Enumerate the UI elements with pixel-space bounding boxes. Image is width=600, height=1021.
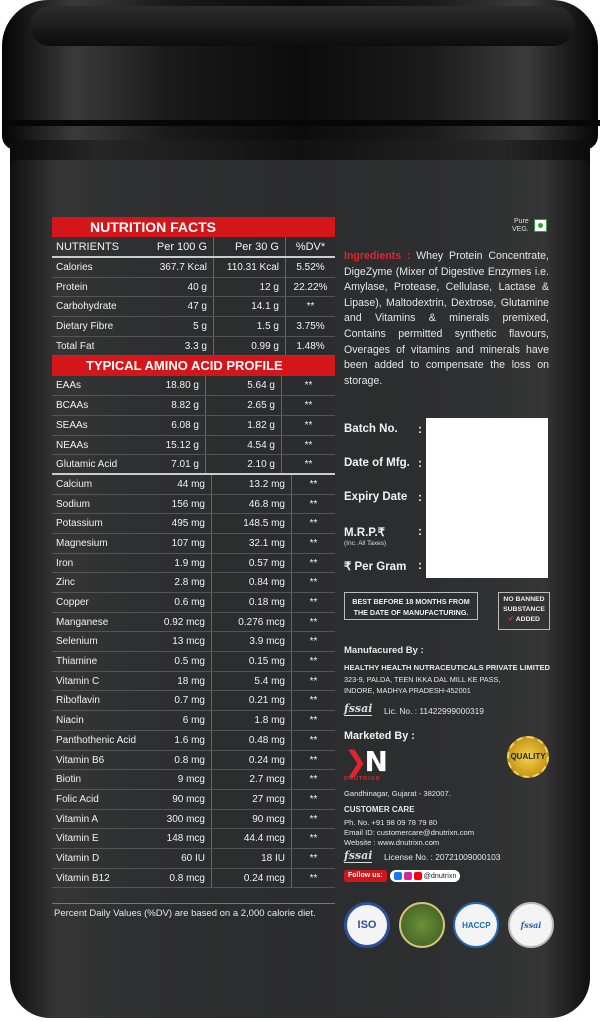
mineral-row-cell: 44 mg bbox=[160, 475, 212, 494]
fssai-logo-2: fssai bbox=[344, 849, 373, 862]
youtube-icon bbox=[414, 872, 422, 880]
expiry-colon: : bbox=[418, 490, 422, 504]
mineral-row-cell: 495 mg bbox=[160, 514, 212, 533]
mineral-row bbox=[52, 790, 335, 810]
mineral-row-cell: 3.9 mcg bbox=[212, 632, 292, 651]
mineral-row-cell: ** bbox=[309, 852, 318, 864]
mineral-row-cell: ** bbox=[309, 754, 318, 766]
mineral-row-cell: Selenium bbox=[56, 636, 98, 648]
amino-title: TYPICAL AMINO ACID PROFILE bbox=[52, 356, 335, 376]
mineral-row-cell: 0.6 mg bbox=[160, 593, 212, 612]
no-banned-box bbox=[498, 592, 550, 630]
mineral-row-cell: 6 mg bbox=[160, 711, 212, 730]
mineral-row bbox=[52, 534, 335, 554]
mineral-row-cell: Thiamine bbox=[56, 656, 98, 668]
mineral-row-cell: 0.15 mg bbox=[212, 652, 292, 671]
customer-care-phone: Ph. No. +91 98 09 78 79 80 bbox=[344, 817, 438, 827]
mineral-row-cell: ** bbox=[309, 734, 318, 746]
mineral-row-cell: 1.9 mg bbox=[160, 554, 212, 573]
mrp-note: (Inc. All Taxes) bbox=[344, 540, 387, 547]
nutrient-row-cell: Total Fat bbox=[56, 340, 95, 352]
mineral-row-cell: 1.8 mg bbox=[212, 711, 292, 730]
no-banned-added: ADDED bbox=[515, 616, 540, 623]
mineral-row-cell: Vitamin E bbox=[56, 833, 99, 845]
mineral-row-cell: 0.24 mg bbox=[212, 751, 292, 770]
amino-row-cell: 18.80 g bbox=[140, 376, 206, 395]
mineral-row-cell: ** bbox=[309, 636, 318, 648]
mineral-row-cell: Vitamin B6 bbox=[56, 754, 105, 766]
nutrient-row bbox=[52, 297, 335, 317]
mineral-row-cell: 27 mcg bbox=[212, 790, 292, 809]
amino-row-cell: 2.10 g bbox=[206, 455, 282, 473]
mineral-rows bbox=[52, 475, 335, 888]
mineral-row bbox=[52, 770, 335, 790]
mineral-row bbox=[52, 475, 335, 495]
mineral-row-cell: ** bbox=[309, 577, 318, 589]
nutrient-row-cell: 3.75% bbox=[296, 321, 325, 333]
social-handle-pill[interactable] bbox=[390, 870, 461, 882]
mineral-row-cell: 90 mcg bbox=[212, 810, 292, 829]
mineral-row-cell: 0.48 mg bbox=[212, 731, 292, 750]
facebook-icon bbox=[394, 872, 402, 880]
mineral-row-cell: 0.8 mcg bbox=[160, 869, 212, 888]
mineral-row-cell: 300 mcg bbox=[160, 810, 212, 829]
mrp-label bbox=[344, 525, 386, 547]
mineral-row-cell: ** bbox=[309, 872, 318, 884]
amino-row-cell: ** bbox=[304, 459, 313, 471]
mineral-row-cell: 0.24 mcg bbox=[212, 869, 292, 888]
mineral-row-cell: ** bbox=[309, 557, 318, 569]
per-gram-label: ₹ Per Gram bbox=[344, 561, 407, 573]
amino-rows bbox=[52, 376, 335, 474]
mfg-date-label: Date of Mfg. bbox=[344, 457, 410, 469]
mineral-row-cell: 0.7 mg bbox=[160, 691, 212, 710]
manufacturer-title: Manufacured By : bbox=[344, 645, 424, 656]
nutrient-row-cell: 22.22% bbox=[293, 281, 328, 293]
iso-badge: ISO bbox=[344, 902, 390, 948]
batch-colon: : bbox=[418, 422, 422, 436]
mineral-row-cell: Manganese bbox=[56, 616, 109, 628]
haccp-badge: HACCP bbox=[453, 902, 499, 948]
mineral-row-cell: 90 mcg bbox=[160, 790, 212, 809]
fssai-badge: fssai bbox=[508, 902, 554, 948]
mineral-row-cell: 18 mg bbox=[160, 672, 212, 691]
marketer-address: Gandhinagar, Gujarat - 382007. bbox=[344, 789, 451, 798]
col-per100: Per 100 G bbox=[136, 237, 214, 256]
jar-lid bbox=[2, 0, 598, 150]
mineral-row-cell: 13 mcg bbox=[160, 632, 212, 651]
manufacturer-address2: INDORE, MADHYA PRADESH-452001 bbox=[344, 686, 471, 695]
nutrient-row-cell: ** bbox=[306, 301, 315, 313]
amino-row-cell: 4.54 g bbox=[206, 436, 282, 455]
amino-row-cell: ** bbox=[304, 380, 313, 392]
nutrient-row bbox=[52, 278, 335, 298]
mineral-row-cell: 2.7 mcg bbox=[212, 770, 292, 789]
mineral-row-cell: 0.5 mg bbox=[160, 652, 212, 671]
mfg-colon: : bbox=[418, 456, 422, 470]
mineral-row-cell: 60 IU bbox=[160, 849, 212, 868]
nutrient-row-cell: Protein bbox=[56, 281, 88, 293]
mineral-row-cell: 0.92 mcg bbox=[160, 613, 212, 632]
mrp-colon: : bbox=[418, 524, 422, 538]
mineral-row-cell: 0.84 mg bbox=[212, 573, 292, 592]
ingredients-label: Ingredients : bbox=[344, 250, 411, 262]
mineral-row-cell: Zinc bbox=[56, 577, 75, 589]
mineral-row bbox=[52, 829, 335, 849]
mineral-row-cell: Vitamin D bbox=[56, 852, 100, 864]
quality-seal: QUALITY bbox=[507, 736, 549, 778]
mineral-row bbox=[52, 691, 335, 711]
nutrient-row bbox=[52, 258, 335, 278]
instagram-icon bbox=[404, 872, 412, 880]
nutrient-row-cell: 14.1 g bbox=[214, 297, 286, 316]
no-banned-line1: NO BANNED bbox=[503, 596, 545, 603]
amino-row bbox=[52, 396, 335, 416]
amino-row-cell: Glutamic Acid bbox=[56, 459, 118, 471]
certification-badges bbox=[344, 897, 554, 953]
amino-row bbox=[52, 455, 335, 475]
nutrient-row-cell: 3.3 g bbox=[136, 337, 214, 356]
nutrient-row-cell: 40 g bbox=[136, 278, 214, 297]
mineral-row-cell: ** bbox=[309, 537, 318, 549]
amino-row bbox=[52, 436, 335, 456]
mineral-row-cell: 44.4 mcg bbox=[212, 829, 292, 848]
batch-label: Batch No. bbox=[344, 423, 398, 435]
mineral-row-cell: Magnesium bbox=[56, 537, 108, 549]
mineral-row bbox=[52, 554, 335, 574]
manufacturer-license: Lic. No. : 11422999000319 bbox=[384, 706, 484, 716]
amino-row-cell: EAAs bbox=[56, 380, 82, 392]
manufacturer-block bbox=[344, 645, 554, 696]
batch-info-box bbox=[426, 418, 548, 578]
mineral-row-cell: Iron bbox=[56, 557, 74, 569]
mineral-row bbox=[52, 810, 335, 830]
follow-label: Follow us: bbox=[344, 870, 387, 882]
mineral-row-cell: 18 IU bbox=[212, 849, 292, 868]
nutrient-row-cell: 0.99 g bbox=[214, 337, 286, 356]
amino-row-cell: 6.08 g bbox=[140, 416, 206, 435]
gmp-badge bbox=[399, 902, 445, 948]
mineral-row-cell: 156 mg bbox=[160, 495, 212, 514]
veg-text: VEG. bbox=[512, 226, 529, 233]
mineral-row-cell: ** bbox=[309, 478, 318, 490]
mineral-row-cell: Sodium bbox=[56, 498, 90, 510]
mineral-row-cell: 148 mcg bbox=[160, 829, 212, 848]
amino-row-cell: BCAAs bbox=[56, 400, 89, 412]
mineral-row-cell: ** bbox=[309, 616, 318, 628]
nutrition-panel bbox=[52, 217, 335, 888]
mineral-row bbox=[52, 751, 335, 771]
check-icon: ✔ bbox=[508, 616, 514, 623]
mineral-row bbox=[52, 632, 335, 652]
nutrient-row-cell: 5.52% bbox=[296, 262, 325, 273]
dnutrixn-logo bbox=[344, 745, 406, 788]
brand-name: DNUTRIXN bbox=[344, 776, 381, 782]
mineral-row-cell: Niacin bbox=[56, 715, 84, 727]
dv-footnote: Percent Daily Values (%DV) are based on a 2,000 calorie diet. bbox=[52, 903, 335, 919]
nutrient-row-cell: 1.5 g bbox=[214, 317, 286, 336]
amino-row-cell: 7.01 g bbox=[140, 455, 206, 473]
col-per30: Per 30 G bbox=[214, 237, 286, 256]
mineral-row bbox=[52, 593, 335, 613]
mineral-row-cell: Folic Acid bbox=[56, 793, 99, 805]
amino-row-cell: SEAAs bbox=[56, 419, 88, 431]
manufacturer-company: HEALTHY HEALTH NUTRACEUTICALS PRIVATE LIMITED bbox=[344, 663, 551, 672]
customer-care-license: License No. : 20721009000103 bbox=[384, 852, 501, 862]
mineral-row-cell: 46.8 mg bbox=[212, 495, 292, 514]
marketer-title: Marketed By : bbox=[344, 730, 415, 742]
mineral-row-cell: Copper bbox=[56, 597, 89, 608]
mineral-row-cell: 5.4 mg bbox=[212, 672, 292, 691]
mineral-row-cell: Potassium bbox=[56, 518, 103, 530]
mineral-row bbox=[52, 514, 335, 534]
social-follow bbox=[344, 869, 460, 882]
fssai-logo: fssai bbox=[344, 702, 373, 715]
lid-top bbox=[30, 6, 574, 46]
customer-care-email: Email ID: customercare@dnutrixn.com bbox=[344, 827, 475, 837]
mineral-row-cell: Vitamin A bbox=[56, 813, 99, 825]
amino-row-cell: ** bbox=[304, 400, 313, 412]
mineral-row-cell: 32.1 mg bbox=[212, 534, 292, 553]
nutrient-row bbox=[52, 337, 335, 357]
amino-row-cell: ** bbox=[304, 419, 313, 431]
nutrient-row-cell: Dietary Fibre bbox=[56, 321, 114, 333]
nutrient-row-cell: 1.48% bbox=[296, 340, 325, 352]
customer-care-title: CUSTOMER CARE bbox=[344, 805, 415, 815]
mineral-row bbox=[52, 573, 335, 593]
mineral-row-cell: ** bbox=[309, 695, 318, 707]
mineral-row bbox=[52, 495, 335, 515]
amino-row bbox=[52, 416, 335, 436]
mineral-row bbox=[52, 711, 335, 731]
mineral-row bbox=[52, 731, 335, 751]
mineral-row-cell: 2.8 mg bbox=[160, 573, 212, 592]
mineral-row bbox=[52, 613, 335, 633]
customer-care-website: Website : www.dnutrixn.com bbox=[344, 838, 440, 848]
manufacturer-address1: 323-9, PALDA, TEEN IKKA DAL MILL KE PASS, bbox=[344, 675, 501, 684]
ingredients bbox=[344, 249, 549, 389]
nutrient-row-cell: 5 g bbox=[136, 317, 214, 336]
mineral-row-cell: ** bbox=[309, 813, 318, 825]
nutrient-row-cell: 47 g bbox=[136, 297, 214, 316]
no-banned-line3 bbox=[499, 615, 549, 625]
best-before-box: BEST BEFORE 18 MONTHS FROM THE DATE OF MANUFACTURING. bbox=[344, 592, 478, 620]
mineral-row bbox=[52, 672, 335, 692]
nutrition-column-headers bbox=[52, 237, 335, 258]
mineral-row-cell: ** bbox=[309, 498, 318, 510]
customer-care-block bbox=[344, 789, 554, 848]
nutrient-row-cell: 12 g bbox=[214, 278, 286, 297]
mineral-row-cell: ** bbox=[309, 715, 318, 727]
nutrient-row-cell: Calories bbox=[56, 262, 93, 273]
nutrient-row-cell: 110.31 Kcal bbox=[214, 258, 286, 277]
mineral-row-cell: Vitamin C bbox=[56, 675, 100, 687]
mineral-row bbox=[52, 652, 335, 672]
mineral-row-cell: 13.2 mg bbox=[212, 475, 292, 494]
nutrient-row-cell: 367.7 Kcal bbox=[136, 258, 214, 277]
social-handle: @dnutrixn bbox=[423, 870, 457, 880]
col-nutrients: NUTRIENTS bbox=[56, 241, 119, 253]
pure-veg-label bbox=[512, 218, 529, 234]
amino-row bbox=[52, 376, 335, 396]
amino-row-cell: 5.64 g bbox=[206, 376, 282, 395]
nutrition-title: NUTRITION FACTS bbox=[52, 217, 335, 237]
dn-mark: ❯N bbox=[344, 745, 385, 778]
mineral-row bbox=[52, 869, 335, 889]
mineral-row-cell: ** bbox=[309, 833, 318, 845]
mineral-row-cell: Riboflavin bbox=[56, 695, 100, 707]
mineral-row-cell: 1.6 mg bbox=[160, 731, 212, 750]
mrp-text: M.R.P.₹ bbox=[344, 527, 385, 539]
amino-row-cell: NEAAs bbox=[56, 439, 89, 451]
mineral-row-cell: 0.57 mg bbox=[212, 554, 292, 573]
nutrient-rows bbox=[52, 258, 335, 356]
no-banned-line2: SUBSTANCE bbox=[503, 606, 545, 613]
mineral-row bbox=[52, 849, 335, 869]
nutrient-row-cell: Carbohydrate bbox=[56, 301, 117, 313]
mineral-row-cell: ** bbox=[309, 793, 318, 805]
mineral-row-cell: ** bbox=[309, 675, 318, 687]
mineral-row-cell: 0.18 mg bbox=[212, 593, 292, 612]
mineral-row-cell: 0.21 mg bbox=[212, 691, 292, 710]
mineral-row-cell: 148.5 mg bbox=[212, 514, 292, 533]
ingredients-text: Whey Protein Concentrate, DigeZyme (Mixer of Digestive Enzymes i.e. Amylase, Protease, Cellulase, Lactase & Lipase), Maltodextrin, Dextrose, Glutamine and Vitamins & minerals premixed, Contains permitted synthetic flavours, Overages of vitamins and minerals have been added to compensate the loss on storage. bbox=[344, 250, 549, 387]
mineral-row-cell: Panthothenic Acid bbox=[56, 734, 137, 746]
pure-text: Pure bbox=[513, 218, 529, 225]
mineral-row-cell: 107 mg bbox=[160, 534, 212, 553]
amino-row-cell: 8.82 g bbox=[140, 396, 206, 415]
mineral-row-cell: 0.276 mcg bbox=[212, 613, 292, 632]
mineral-row-cell: Biotin bbox=[56, 774, 82, 786]
mineral-row-cell: Vitamin B12 bbox=[56, 872, 110, 884]
expiry-label: Expiry Date bbox=[344, 491, 408, 503]
lid-ring bbox=[4, 120, 600, 126]
mineral-row-cell: Calcium bbox=[56, 478, 93, 490]
nutrient-row bbox=[52, 317, 335, 337]
mineral-row-cell: ** bbox=[309, 774, 318, 786]
mineral-row-cell: 9 mcg bbox=[160, 770, 212, 789]
mineral-row-cell: ** bbox=[309, 597, 318, 608]
mineral-row-cell: ** bbox=[309, 518, 318, 530]
mineral-row-cell: ** bbox=[309, 656, 318, 668]
amino-row-cell: ** bbox=[304, 439, 313, 451]
col-dv: %DV* bbox=[295, 241, 326, 253]
veg-icon bbox=[534, 219, 547, 232]
mineral-row-cell: 0.8 mg bbox=[160, 751, 212, 770]
amino-row-cell: 1.82 g bbox=[206, 416, 282, 435]
amino-row-cell: 15.12 g bbox=[140, 436, 206, 455]
per-gram-colon: : bbox=[418, 558, 422, 572]
amino-row-cell: 2.65 g bbox=[206, 396, 282, 415]
